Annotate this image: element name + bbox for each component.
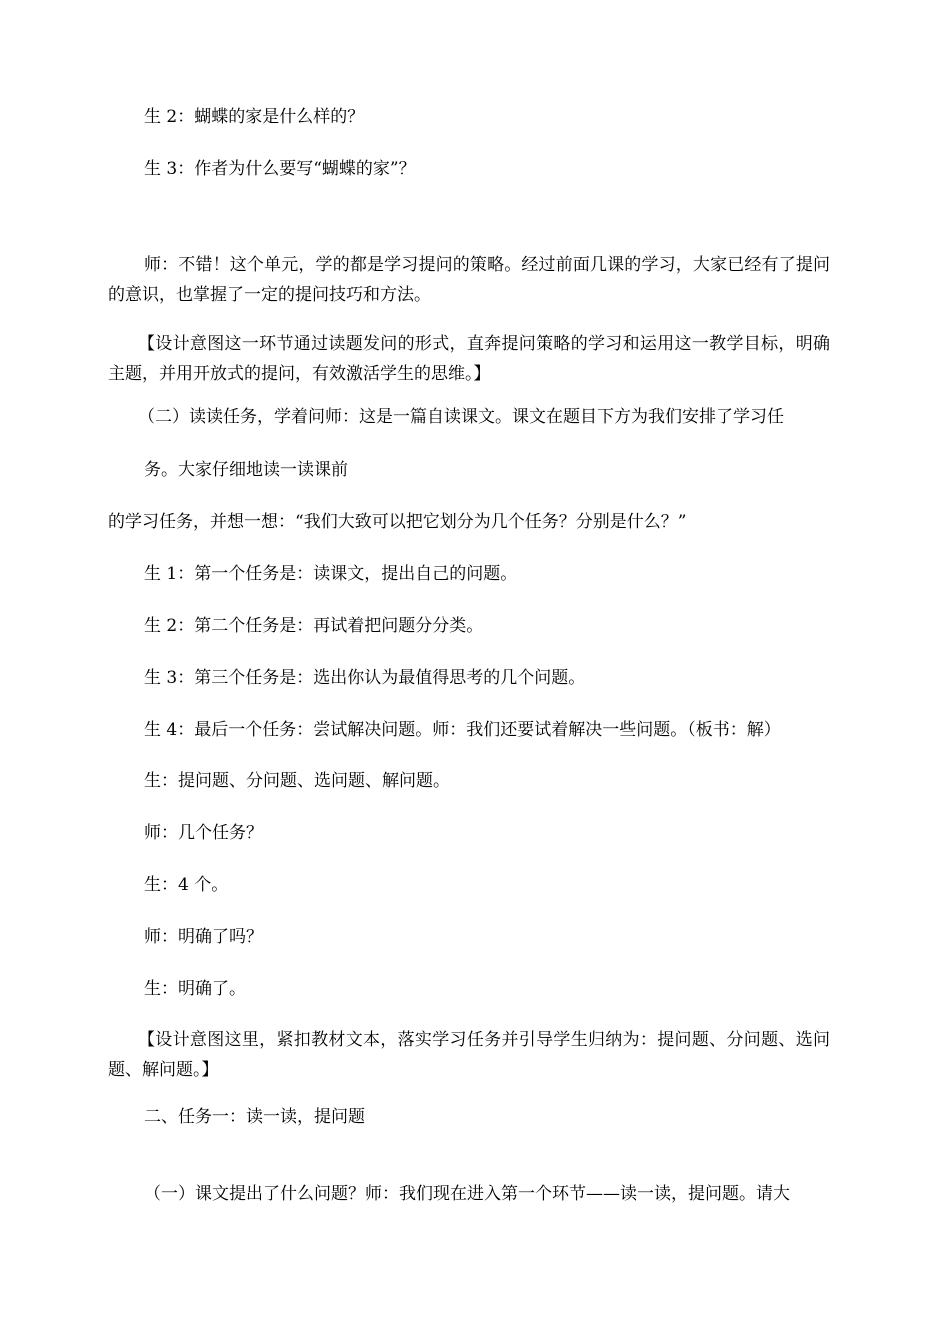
- dialogue-line-student-1-task: 生 1：第一个任务是：读课文，提出自己的问题。: [144, 564, 518, 584]
- design-intent-note-1: 【设计意图这一环节通过读题发问的形式，直奔提问策略的学习和运用这一教学目标，明确主题，并用开放式的提问，有效激活学生的思维。】: [108, 334, 830, 384]
- dialogue-line-student-answer: 生：4 个。: [144, 875, 229, 895]
- design-intent-note-2: 【设计意图这里，紧扣教材文本，落实学习任务并引导学生归纳为：提问题、分问题、选问题、解问题。】: [108, 1030, 830, 1080]
- dialogue-line-teacher-confirm: 师：明确了吗？: [144, 927, 263, 947]
- paragraph-continuation: 务。大家仔细地读一读课前: [144, 460, 348, 480]
- section-heading-reading-tasks: （二）读读任务，学着问师：这是一篇自读课文。课文在题目下方为我们安排了学习任: [138, 407, 784, 427]
- dialogue-line-student-2-task: 生 2：第二个任务是：再试着把问题分分类。: [144, 616, 484, 636]
- dialogue-line-teacher-question: 师：几个任务？: [144, 823, 263, 843]
- dialogue-line-student-3: 生 3：作者为什么要写“蝴蝶的家”？: [144, 159, 416, 179]
- teacher-paragraph: 师：不错！这个单元，学的都是学习提问的策略。经过前面几课的学习，大家已经有了提问的意识，也掌握了一定的提问技巧和方法。: [108, 255, 830, 305]
- dialogue-line-student-confirm: 生：明确了。: [144, 979, 246, 999]
- paragraph-continuation-2: 的学习任务，并想一想：“我们大致可以把它划分为几个任务？分别是什么？”: [108, 512, 687, 532]
- section-heading-text-questions: （一）课文提出了什么问题？师：我们现在进入第一个环节——读一读，提问题。请大: [144, 1184, 790, 1204]
- section-heading-task-one: 二、任务一：读一读，提问题: [144, 1107, 365, 1127]
- dialogue-line-student-4-task: 生 4：最后一个任务：尝试解决问题。师：我们还要试着解决一些问题。（板书：解）: [144, 720, 781, 740]
- dialogue-line-student-summary: 生：提问题、分问题、选问题、解问题。: [144, 771, 450, 791]
- dialogue-line-student-3-task: 生 3：第三个任务是：选出你认为最值得思考的几个问题。: [144, 668, 586, 688]
- dialogue-line-student-2: 生 2：蝴蝶的家是什么样的？: [144, 107, 365, 127]
